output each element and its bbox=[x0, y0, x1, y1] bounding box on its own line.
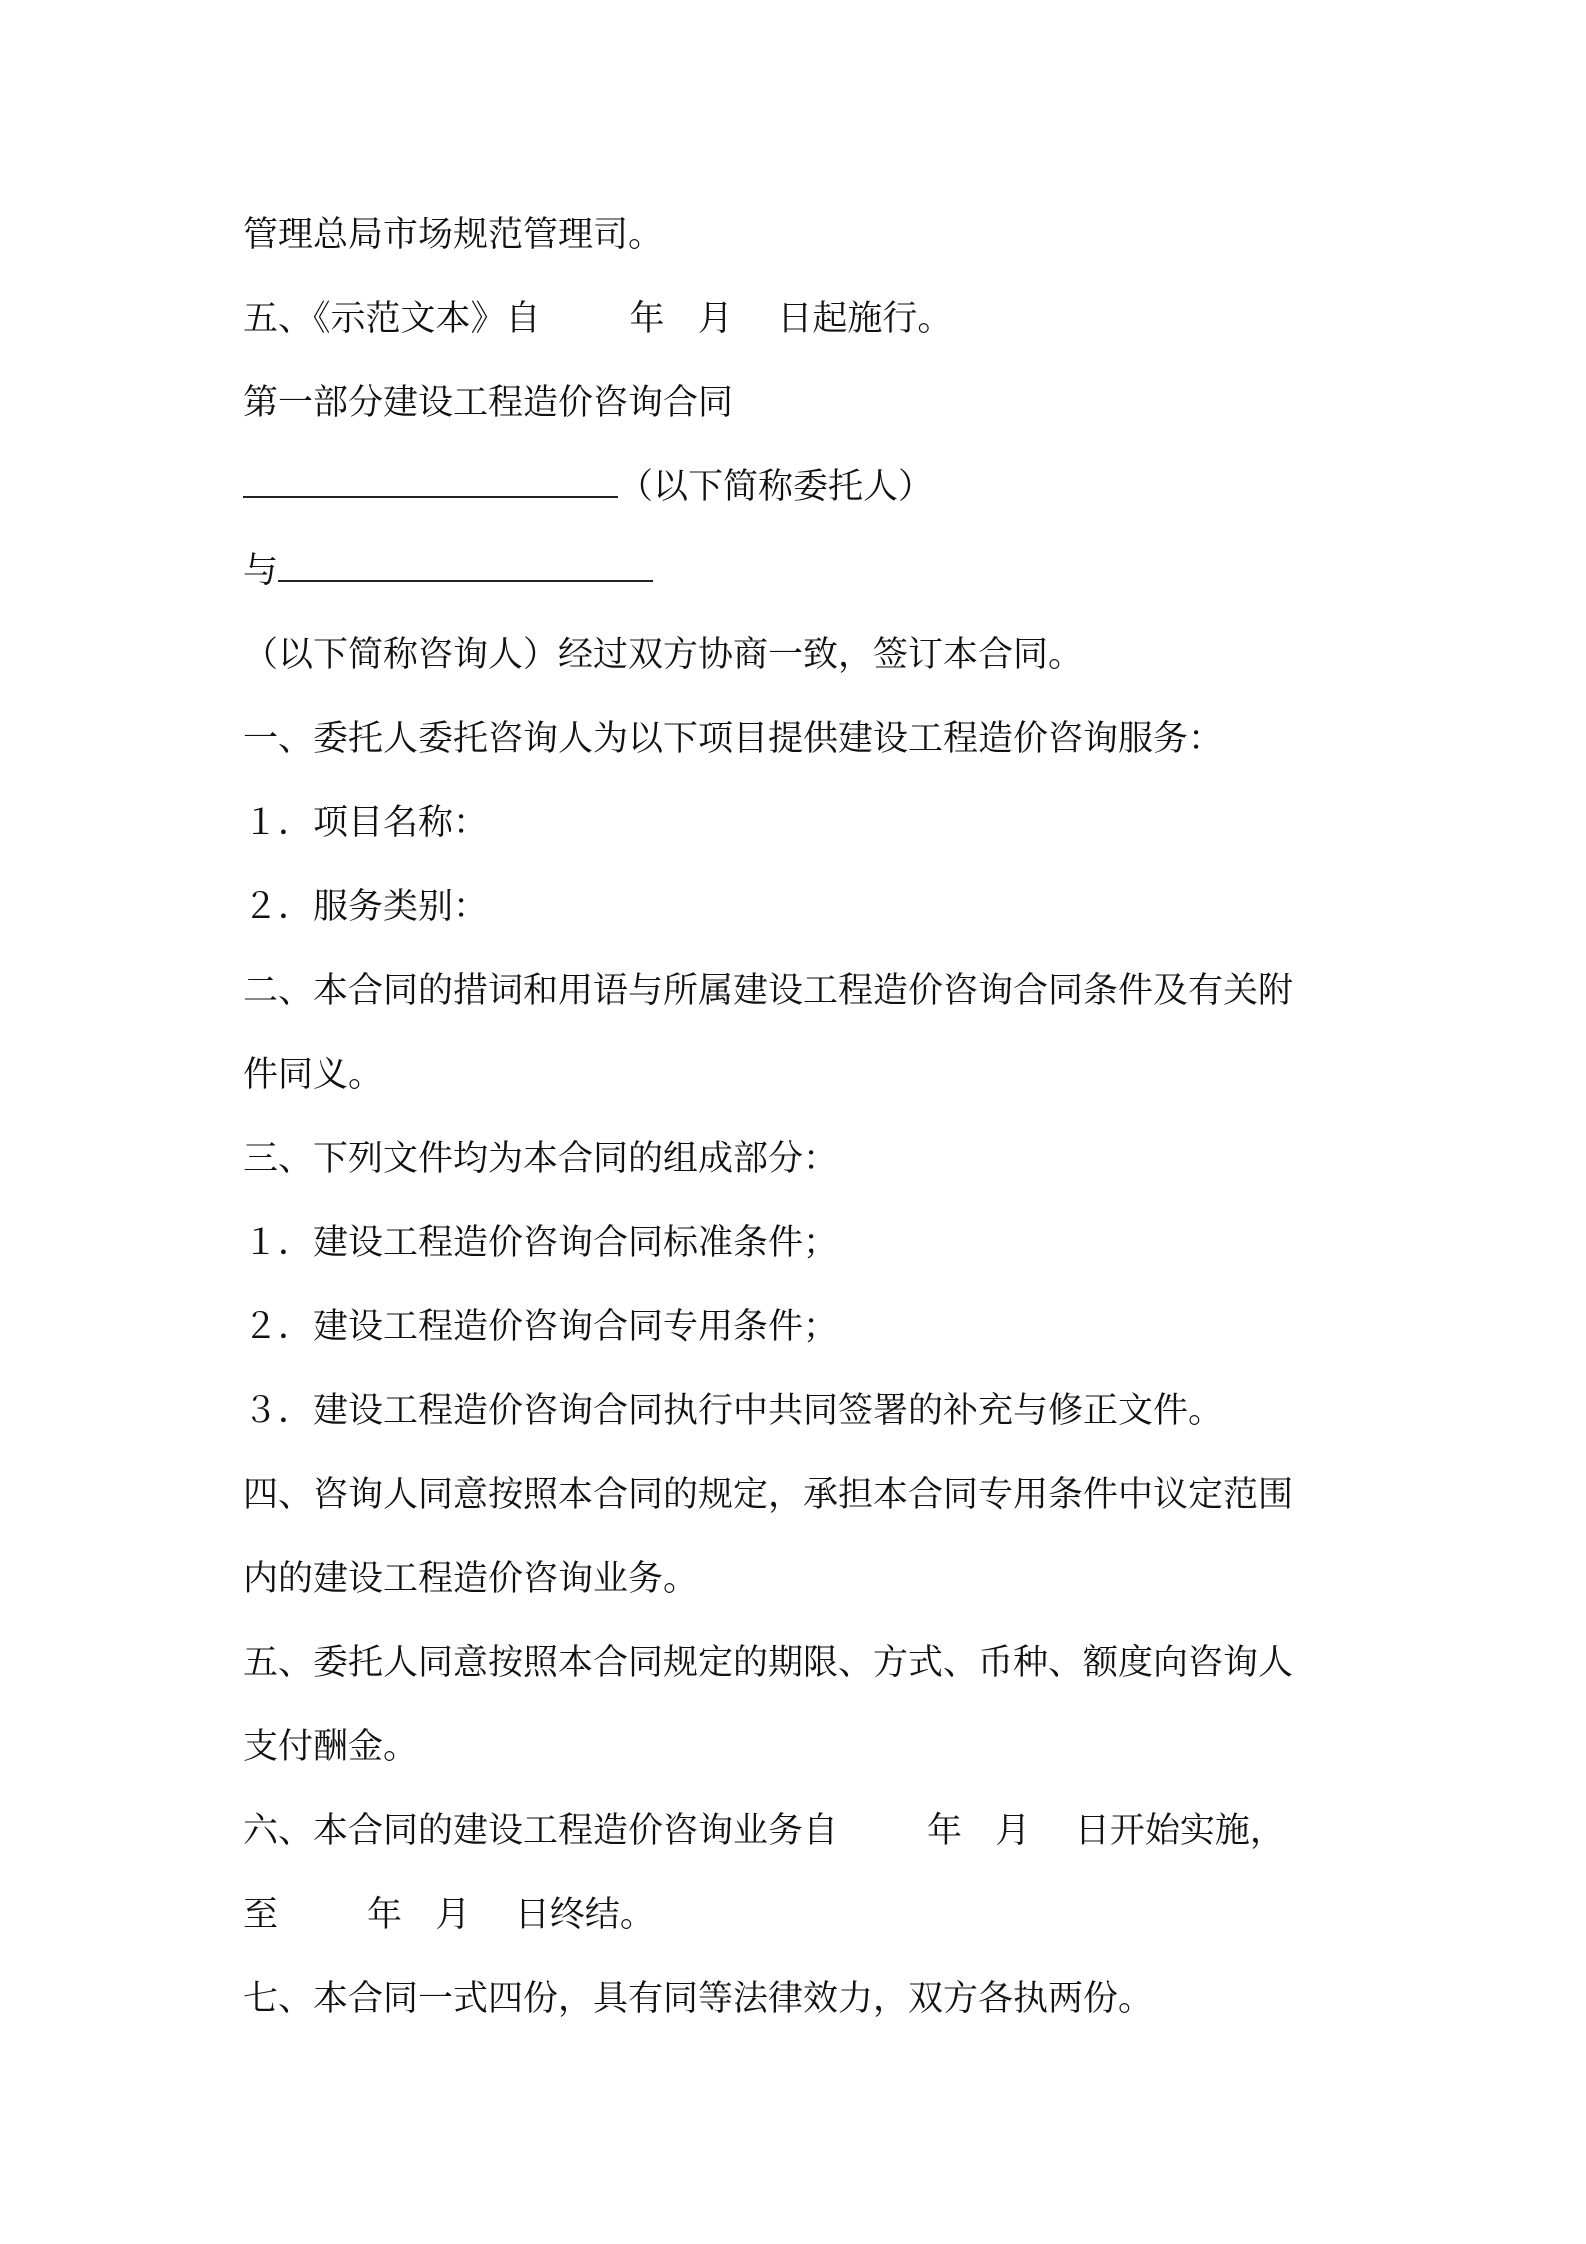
text-line: （以下简称咨询人）经过双方协商一致，签订本合同。 bbox=[243, 635, 1084, 675]
consultant-line bbox=[243, 529, 1363, 613]
text-line: 五、《示范文本》自 年 月 日起施行。 bbox=[243, 299, 953, 339]
clause-5: 五、委托人同意按照本合同规定的期限、方式、币种、额度向咨询人 bbox=[243, 1643, 1294, 1683]
client-name-blank[interactable] bbox=[243, 464, 618, 498]
list-item: １．建设工程造价咨询合同标准条件； bbox=[243, 1223, 839, 1263]
clause-2: 二、本合同的措词和用语与所属建设工程造价咨询合同条件及有关附 bbox=[243, 971, 1294, 1011]
list-item: ３．建设工程造价咨询合同执行中共同签署的补充与修正文件。 bbox=[243, 1391, 1224, 1431]
item-project-name: １．项目名称： bbox=[243, 803, 489, 843]
clause-6-cont: 至 年 月 日终结。 bbox=[243, 1895, 655, 1935]
clause-1: 一、委托人委托咨询人为以下项目提供建设工程造价咨询服务： bbox=[243, 719, 1224, 759]
clause-5-cont: 支付酬金。 bbox=[243, 1727, 419, 1767]
item-service-type: ２．服务类别： bbox=[243, 887, 489, 927]
clause-4: 四、咨询人同意按照本合同的规定，承担本合同专用条件中议定范围 bbox=[243, 1475, 1294, 1515]
part-heading: 第一部分建设工程造价咨询合同 bbox=[243, 383, 734, 423]
clause-7: 七、本合同一式四份，具有同等法律效力，双方各执两份。 bbox=[243, 1979, 1154, 2019]
clause-4-cont: 内的建设工程造价咨询业务。 bbox=[243, 1559, 699, 1599]
consultant-name-blank[interactable] bbox=[278, 548, 653, 582]
client-label: （以下简称委托人） bbox=[618, 467, 934, 507]
client-line bbox=[243, 445, 1363, 529]
clause-2-cont: 件同义。 bbox=[243, 1055, 384, 1095]
list-item: ２．建设工程造价咨询合同专用条件； bbox=[243, 1307, 839, 1347]
text-line: 管理总局市场规范管理司。 bbox=[243, 215, 664, 255]
and-label: 与 bbox=[243, 551, 279, 591]
document-body bbox=[243, 193, 1363, 2041]
clause-3: 三、下列文件均为本合同的组成部分： bbox=[243, 1139, 839, 1179]
clause-6: 六、本合同的建设工程造价咨询业务自 年 月 日开始实施， bbox=[243, 1811, 1285, 1851]
